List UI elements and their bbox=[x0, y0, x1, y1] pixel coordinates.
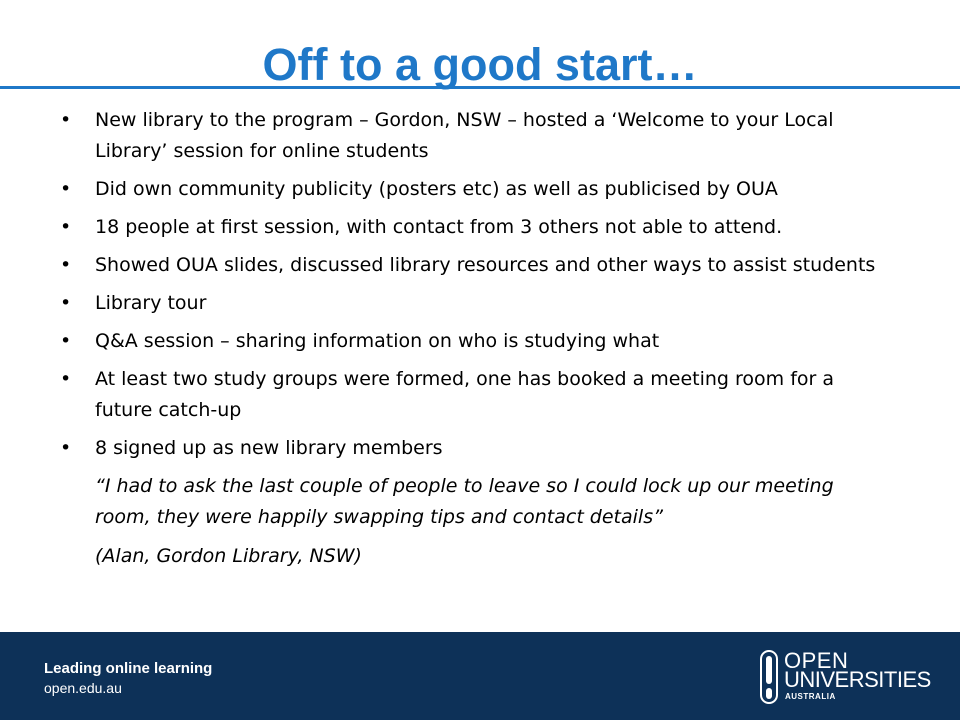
bullet-text: Did own community publicity (posters etc) as well as publicised by OUA bbox=[95, 178, 778, 200]
open-universities-logo bbox=[760, 650, 930, 706]
bullet-text: At least two study groups were formed, one has booked a meeting room for a future catch-up bbox=[95, 368, 835, 421]
bullet-dot-icon: • bbox=[60, 216, 72, 238]
bullet-dot-icon: • bbox=[60, 368, 72, 390]
footer-site-url: open.edu.au bbox=[44, 680, 122, 696]
logo-text-australia: AUSTRALIA bbox=[785, 692, 836, 701]
bullet-text: Q&A session – sharing information on who is studying what bbox=[95, 330, 660, 352]
bullet-item bbox=[0, 105, 960, 167]
quote-attribution: (Alan, Gordon Library, NSW) bbox=[95, 545, 362, 567]
bullet-item bbox=[0, 326, 960, 357]
slide-title: Off to a good start… bbox=[262, 39, 698, 90]
bullet-item bbox=[0, 364, 960, 426]
bullet-dot-icon: • bbox=[60, 437, 72, 459]
footer-bar bbox=[0, 632, 960, 720]
bullet-dot-icon: • bbox=[60, 178, 72, 200]
bullet-dot-icon: • bbox=[60, 330, 72, 352]
logo-text-open: OPEN bbox=[784, 648, 849, 673]
bullet-text: 18 people at first session, with contact from 3 others not able to attend. bbox=[95, 216, 783, 238]
open-universities-logo-icon bbox=[760, 650, 778, 704]
bullet-dot-icon: • bbox=[60, 109, 72, 131]
footer-tagline: Leading online learning bbox=[44, 660, 213, 677]
bullet-text: Showed OUA slides, discussed library resources and other ways to assist students bbox=[95, 254, 876, 276]
bullet-text: 8 signed up as new library members bbox=[95, 437, 443, 459]
testimonial-quote: “I had to ask the last couple of people to leave so I could lock up our meeting room, they were happily swapping tips and contact details” bbox=[95, 475, 834, 528]
bullet-dot-icon: • bbox=[60, 254, 72, 276]
bullet-text: New library to the program – Gordon, NSW – hosted a ‘Welcome to your Local Library’ session for online students bbox=[95, 109, 834, 162]
bullet-dot-icon: • bbox=[60, 292, 72, 314]
slide-content bbox=[0, 105, 960, 572]
bullet-list bbox=[0, 105, 960, 464]
bullet-item bbox=[0, 288, 960, 319]
bullet-item bbox=[0, 212, 960, 243]
bullet-item bbox=[0, 250, 960, 281]
bullet-item bbox=[0, 174, 960, 205]
logo-text-universities: UNIVERSITIES bbox=[784, 667, 931, 692]
bullet-item bbox=[0, 433, 960, 464]
bullet-text: Library tour bbox=[95, 292, 207, 314]
